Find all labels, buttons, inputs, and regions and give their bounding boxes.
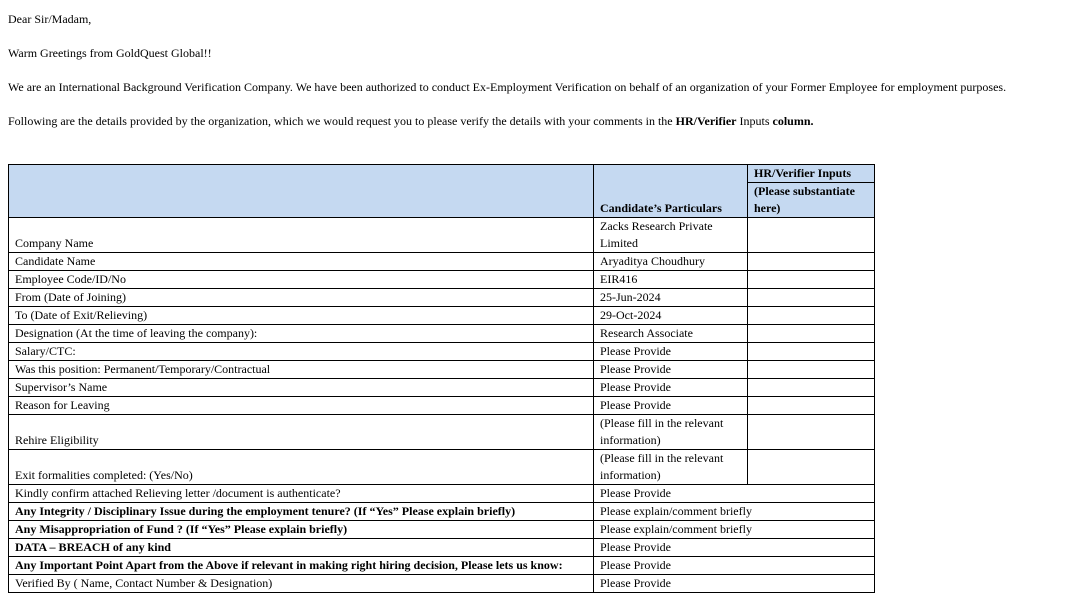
row-value: Please Provide	[594, 343, 748, 361]
table-row	[9, 218, 875, 253]
row-value: Zacks Research Private Limited	[594, 218, 748, 253]
request-paragraph	[8, 114, 814, 128]
verifier-input-cell[interactable]	[748, 343, 875, 361]
table-row	[9, 521, 875, 539]
row-label: Was this position: Permanent/Temporary/Contractual	[9, 361, 594, 379]
table-row	[9, 361, 875, 379]
row-label: Designation (At the time of leaving the company):	[9, 325, 594, 343]
row-label: DATA – BREACH of any kind	[9, 539, 594, 557]
request-mid: Inputs	[736, 114, 773, 128]
row-label: Rehire Eligibility	[9, 415, 594, 450]
row-value: Please Provide	[594, 379, 748, 397]
row-value: Please Provide	[594, 397, 748, 415]
table-row	[9, 557, 875, 575]
verifier-input-cell[interactable]	[748, 361, 875, 379]
row-value: EIR416	[594, 271, 748, 289]
row-label: Exit formalities completed: (Yes/No)	[9, 450, 594, 485]
row-value: Please Provide	[594, 557, 875, 575]
row-value: Research Associate	[594, 325, 748, 343]
row-value: (Please fill in the relevant information)	[594, 415, 748, 450]
row-label: Verified By ( Name, Contact Number & Designation)	[9, 575, 594, 593]
row-label: Reason for Leaving	[9, 397, 594, 415]
row-value: Please Provide	[594, 539, 875, 557]
verifier-input-cell[interactable]	[748, 379, 875, 397]
table-row	[9, 450, 875, 485]
row-value: Aryaditya Choudhury	[594, 253, 748, 271]
table-row	[9, 253, 875, 271]
row-label: Candidate Name	[9, 253, 594, 271]
table-row	[9, 539, 875, 557]
row-label: To (Date of Exit/Relieving)	[9, 307, 594, 325]
verifier-input-cell[interactable]	[748, 325, 875, 343]
verifier-input-cell[interactable]	[748, 271, 875, 289]
row-value: (Please fill in the relevant information)	[594, 450, 748, 485]
verifier-input-cell[interactable]	[748, 307, 875, 325]
table-row	[9, 289, 875, 307]
table-row	[9, 343, 875, 361]
header-candidate-particulars: Candidate’s Particulars	[594, 165, 748, 218]
row-label: Any Integrity / Disciplinary Issue during the employment tenure? (If “Yes” Please explain briefly)	[9, 503, 594, 521]
row-label: Supervisor’s Name	[9, 379, 594, 397]
verifier-input-cell[interactable]	[748, 397, 875, 415]
table-row	[9, 325, 875, 343]
verifier-input-cell[interactable]	[748, 253, 875, 271]
request-bold-hr-verifier: HR/Verifier	[675, 114, 737, 128]
salutation-text: Dear Sir/Madam,	[8, 12, 92, 26]
verifier-input-cell[interactable]	[748, 218, 875, 253]
table-row	[9, 307, 875, 325]
verifier-input-cell[interactable]	[748, 289, 875, 307]
row-label: Salary/CTC:	[9, 343, 594, 361]
verification-table	[8, 164, 875, 593]
row-label: Kindly confirm attached Relieving letter /document is authenticate?	[9, 485, 594, 503]
row-value: Please Provide	[594, 575, 875, 593]
table-row	[9, 271, 875, 289]
row-label: Any Misappropriation of Fund ? (If “Yes” Please explain briefly)	[9, 521, 594, 539]
row-value: Please explain/comment briefly	[594, 503, 875, 521]
row-label: Company Name	[9, 218, 594, 253]
row-value: Please explain/comment briefly	[594, 521, 875, 539]
row-value: Please Provide	[594, 485, 875, 503]
table-row	[9, 397, 875, 415]
table-row	[9, 485, 875, 503]
table-row	[9, 575, 875, 593]
verifier-input-cell[interactable]	[748, 415, 875, 450]
row-value: Please Provide	[594, 361, 748, 379]
header-blank-cell	[9, 165, 594, 218]
table-header-row	[9, 165, 875, 183]
header-verifier-inputs: HR/Verifier Inputs	[748, 165, 875, 183]
table-row	[9, 503, 875, 521]
row-label: From (Date of Joining)	[9, 289, 594, 307]
row-value: 25-Jun-2024	[594, 289, 748, 307]
greeting-text: Warm Greetings from GoldQuest Global!!	[8, 46, 212, 60]
row-label: Employee Code/ID/No	[9, 271, 594, 289]
table-row	[9, 379, 875, 397]
intro-paragraph: We are an International Background Verification Company. We have been authorized to conduct Ex-Employment Verification on behalf of an organization of your Former Employee for employment purposes.	[8, 80, 1007, 94]
header-verifier-substantiate: (Please substantiate here)	[748, 183, 875, 218]
request-prefix: Following are the details provided by the organization, which we would request you to please verify the details with your comments in the	[8, 114, 676, 128]
verifier-input-cell[interactable]	[748, 450, 875, 485]
request-bold-column: column.	[772, 114, 814, 128]
row-value: 29-Oct-2024	[594, 307, 748, 325]
row-label: Any Important Point Apart from the Above if relevant in making right hiring decision, Please lets us know:	[9, 557, 594, 575]
table-row	[9, 415, 875, 450]
